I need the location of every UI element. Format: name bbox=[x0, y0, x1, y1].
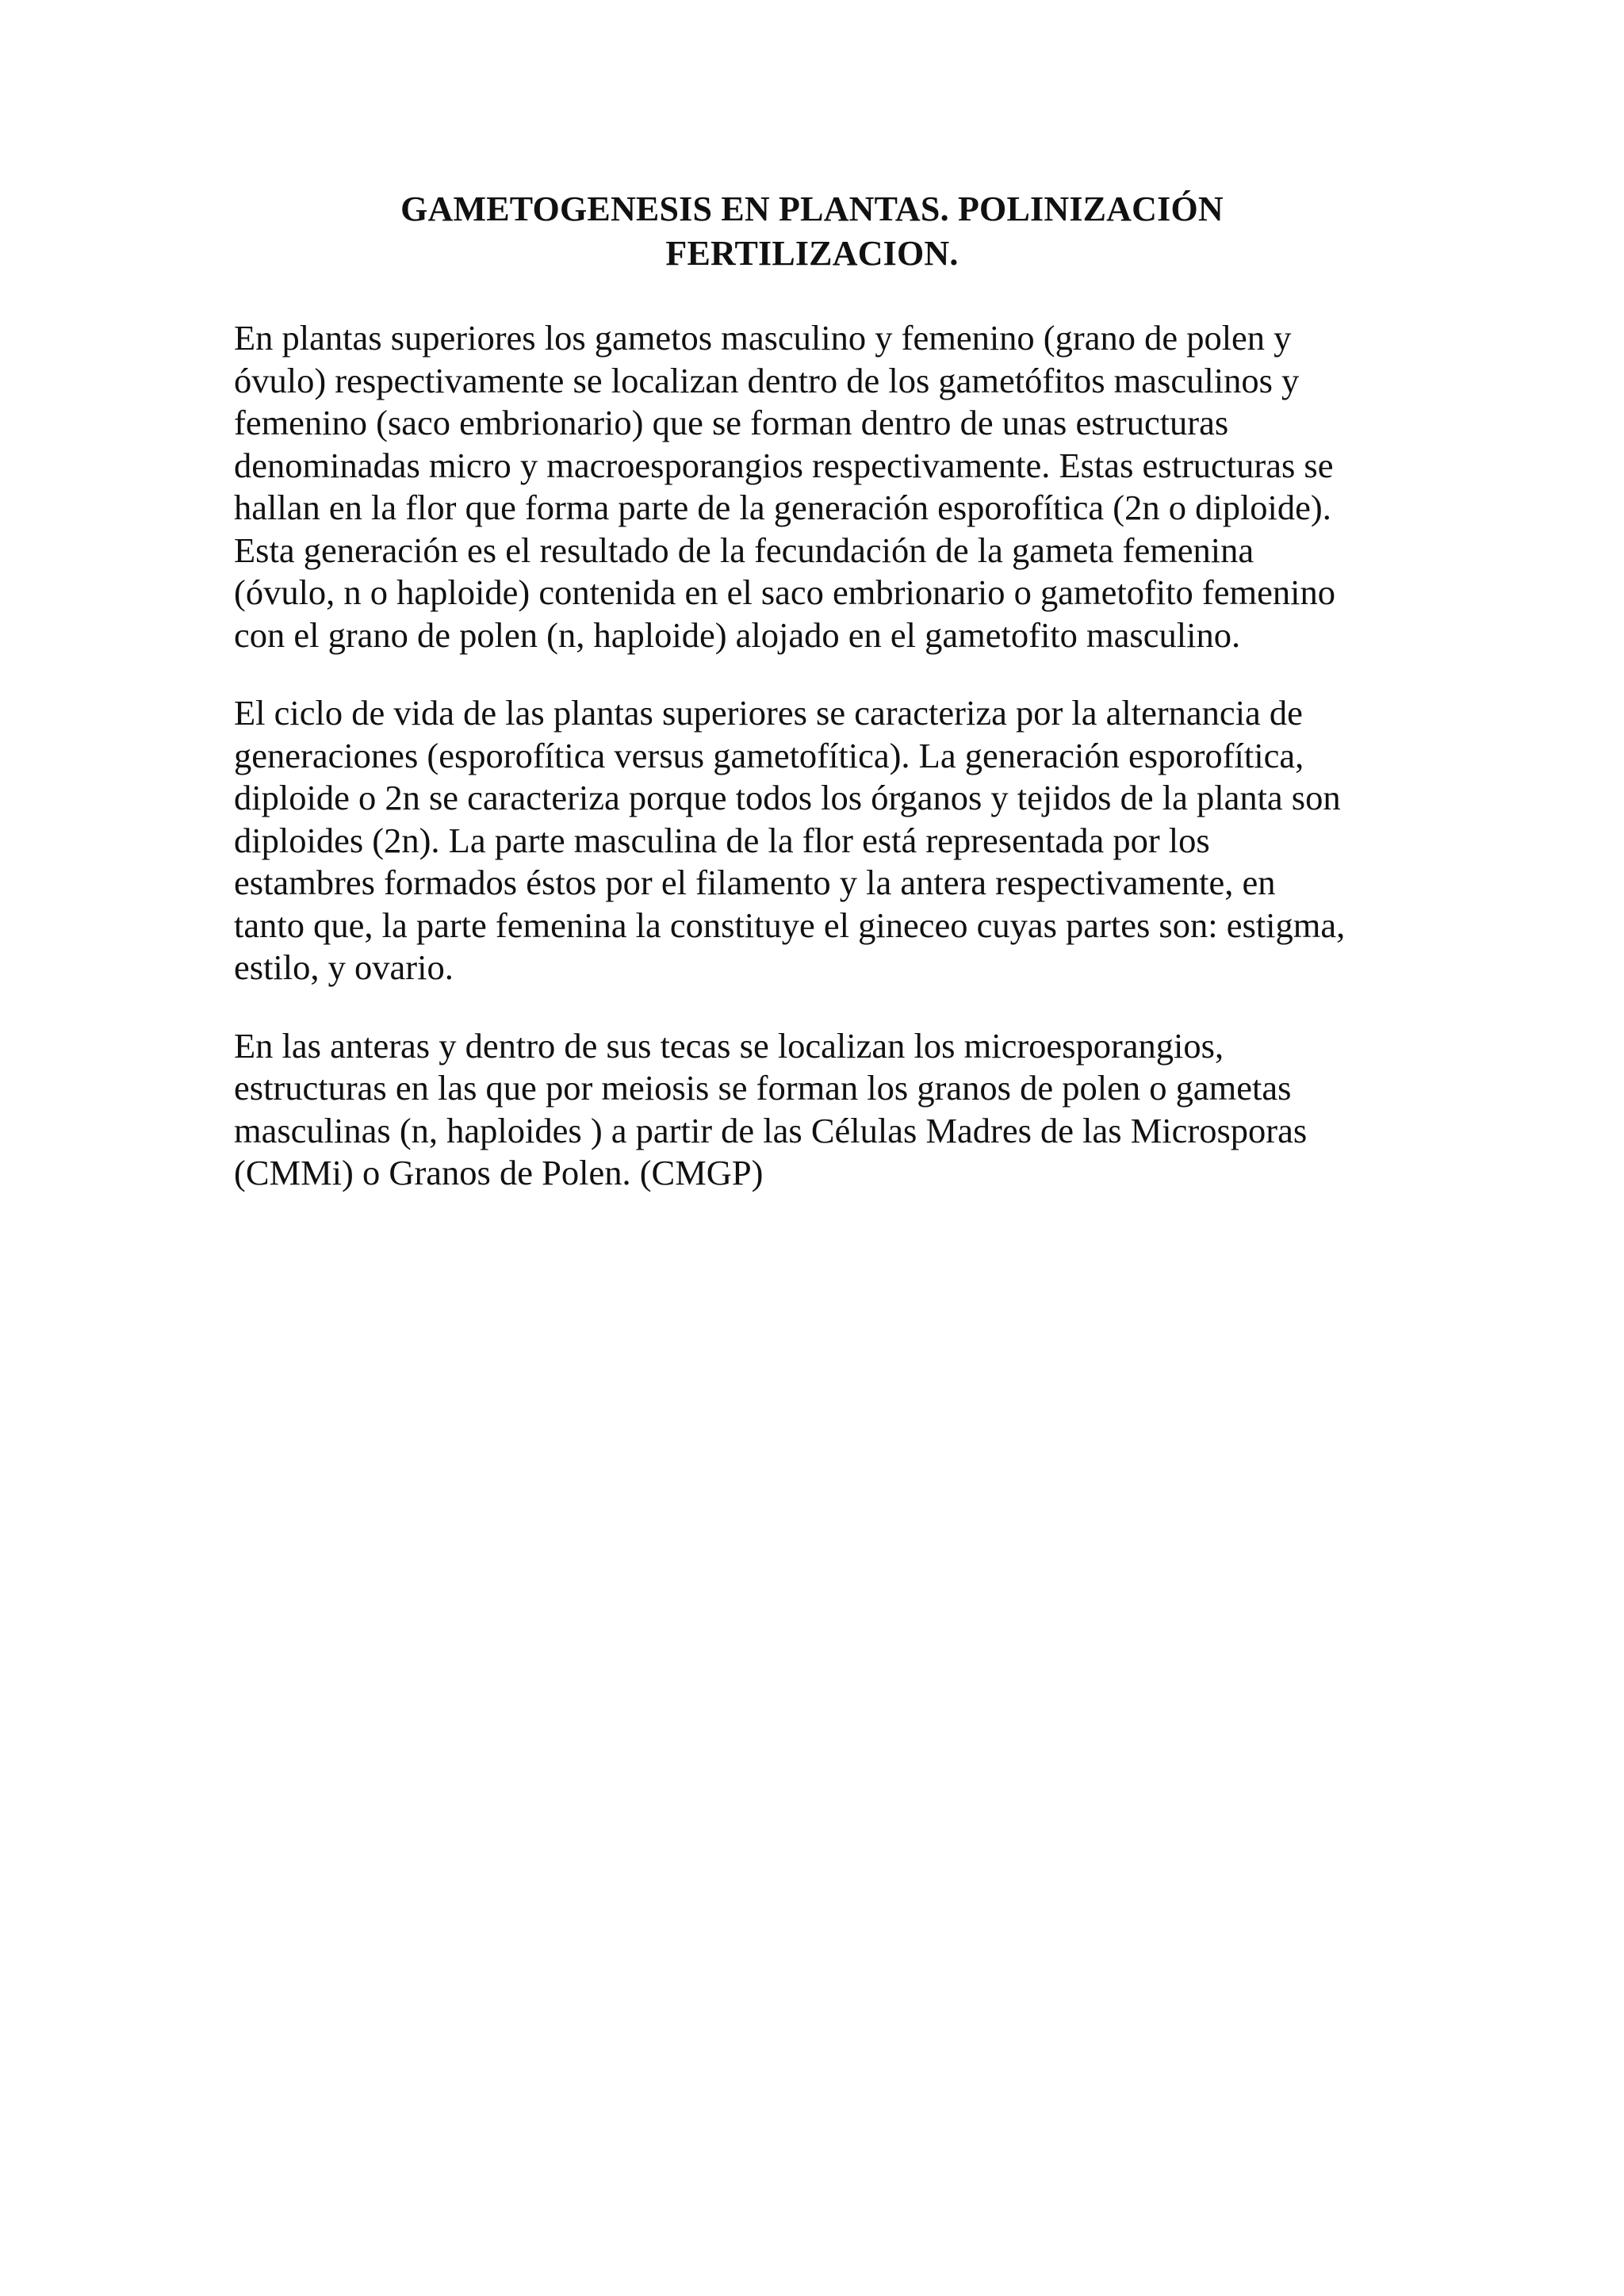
text-line: En las anteras y dentro de sus tecas se localizan los microesporangios, bbox=[234, 1025, 1224, 1066]
text-line: Esta generación es el resultado de la fecundación de la gameta femenina bbox=[234, 530, 1254, 570]
text-line: estructuras en las que por meiosis se forman los granos de polen o gametas bbox=[234, 1068, 1292, 1108]
text-line: con el grano de polen (n, haploide) alojado en el gametofito masculino. bbox=[234, 614, 1241, 655]
text-line: masculinas (n, haploides ) a partir de las Células Madres de las Microsporas bbox=[234, 1110, 1308, 1150]
text-line: estambres formados éstos por el filamento y la antera respectivamente, en bbox=[234, 863, 1276, 902]
text-line: (óvulo, n o haploide) contenida en el saco embrionario o gametofito femenino bbox=[234, 572, 1335, 612]
text-line: denominadas micro y macroesporangios respectivamente. Estas estructuras se bbox=[234, 445, 1334, 485]
text-line: tanto que, la parte femenina la constituye el gineceo cuyas partes son: estigma, bbox=[234, 905, 1346, 945]
document-title bbox=[234, 187, 1390, 276]
text-line: En plantas superiores los gametos masculino y femenino (grano de polen y bbox=[234, 318, 1292, 358]
paragraph-1 bbox=[234, 317, 1423, 656]
text-line: femenino (saco embrionario) que se forman dentro de unas estructuras bbox=[234, 403, 1229, 442]
text-line: generaciones (esporofítica versus gametofítica). La generación esporofítica, bbox=[234, 735, 1304, 775]
text-line: óvulo) respectivamente se localizan dentro de los gametófitos masculinos y bbox=[234, 360, 1300, 400]
text-line: estilo, y ovario. bbox=[234, 947, 454, 987]
title-line: GAMETOGENESIS EN PLANTAS. POLINIZACIÓN bbox=[400, 189, 1224, 228]
paragraph-2 bbox=[234, 692, 1423, 989]
text-line: diploide o 2n se caracteriza porque todos los órganos y tejidos de la planta son bbox=[234, 778, 1341, 817]
document-body bbox=[234, 317, 1423, 1230]
paragraph-3 bbox=[234, 1025, 1423, 1195]
title-line: FERTILIZACION. bbox=[665, 234, 959, 273]
text-line: El ciclo de vida de las plantas superiores se caracteriza por la alternancia de bbox=[234, 693, 1303, 733]
text-line: hallan en la flor que forma parte de la generación esporofítica (2n o diploide). bbox=[234, 488, 1331, 527]
text-line: diploides (2n). La parte masculina de la flor está representada por los bbox=[234, 820, 1210, 860]
text-line: (CMMi) o Granos de Polen. (CMGP) bbox=[234, 1153, 764, 1192]
